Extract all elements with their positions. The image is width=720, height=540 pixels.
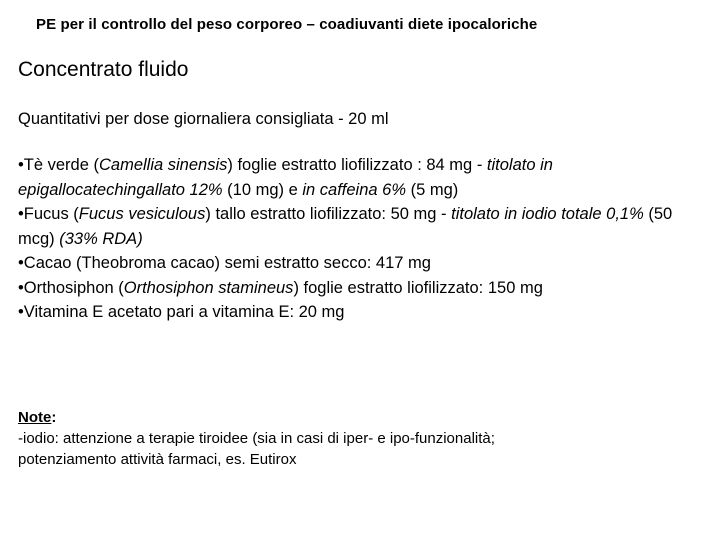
botanical-name: Orthosiphon stamineus <box>123 278 294 297</box>
titration-text: titolato in iodio totale 0,1% <box>451 205 644 223</box>
ingredient-text: ) foglie estratto liofilizzato : 84 mg - <box>227 156 487 174</box>
note-line: potenziamento attività farmaci, es. Eutirox <box>18 451 297 468</box>
slide-header: PE per il controllo del peso corporeo – coadiuvanti diete ipocaloriche <box>36 16 538 33</box>
ingredient-text: ) foglie estratto liofilizzato: 150 mg <box>293 278 543 297</box>
ingredient-text: (5 mg) <box>406 180 459 199</box>
ingredient-vitamin-e <box>18 300 708 325</box>
ingredient-text: ) tallo estratto liofilizzato: 50 mg - <box>205 205 452 223</box>
section-title: Concentrato fluido <box>18 58 189 81</box>
bullet-icon: • <box>18 156 24 174</box>
botanical-name: Camellia sinensis <box>98 156 228 174</box>
bullet-icon: • <box>18 278 24 297</box>
ingredient-cocoa <box>18 251 708 276</box>
ingredient-text: Tè verde ( <box>23 156 99 174</box>
ingredient-text: Fucus ( <box>23 205 79 223</box>
ingredient-fucus <box>18 202 708 251</box>
note-label: Note <box>18 409 52 426</box>
rda-text: (33% RDA) <box>59 229 143 248</box>
bullet-icon: • <box>18 254 24 272</box>
note-line: -iodio: attenzione a terapie tiroidee (sia in casi di iper- e ipo-funzionalità; <box>18 430 495 447</box>
bullet-icon: • <box>18 303 24 321</box>
dose-heading: Quantitativi per dose giornaliera consigliata - 20 ml <box>18 110 389 128</box>
bullet-icon: • <box>18 205 24 223</box>
ingredient-text: (50 mcg) <box>18 205 673 248</box>
ingredient-text: Vitamina E acetato pari a vitamina E: 20 mg <box>23 303 345 321</box>
note-block <box>18 407 708 470</box>
note-colon: : <box>51 409 57 426</box>
ingredient-text: Orthosiphon ( <box>23 278 124 297</box>
ingredient-list <box>18 153 708 325</box>
botanical-name: Fucus vesiculous <box>78 205 206 223</box>
ingredient-text: (10 mg) e <box>222 180 303 199</box>
ingredient-text: Cacao (Theobroma cacao) semi estratto secco: 417 mg <box>23 254 431 272</box>
titration-text: in caffeina 6% <box>302 180 407 199</box>
note-heading <box>18 407 708 428</box>
ingredient-orthosiphon <box>18 276 708 301</box>
ingredient-green-tea <box>18 153 708 202</box>
titration-text: titolato in epigallocatechingallato 12% <box>18 156 553 199</box>
